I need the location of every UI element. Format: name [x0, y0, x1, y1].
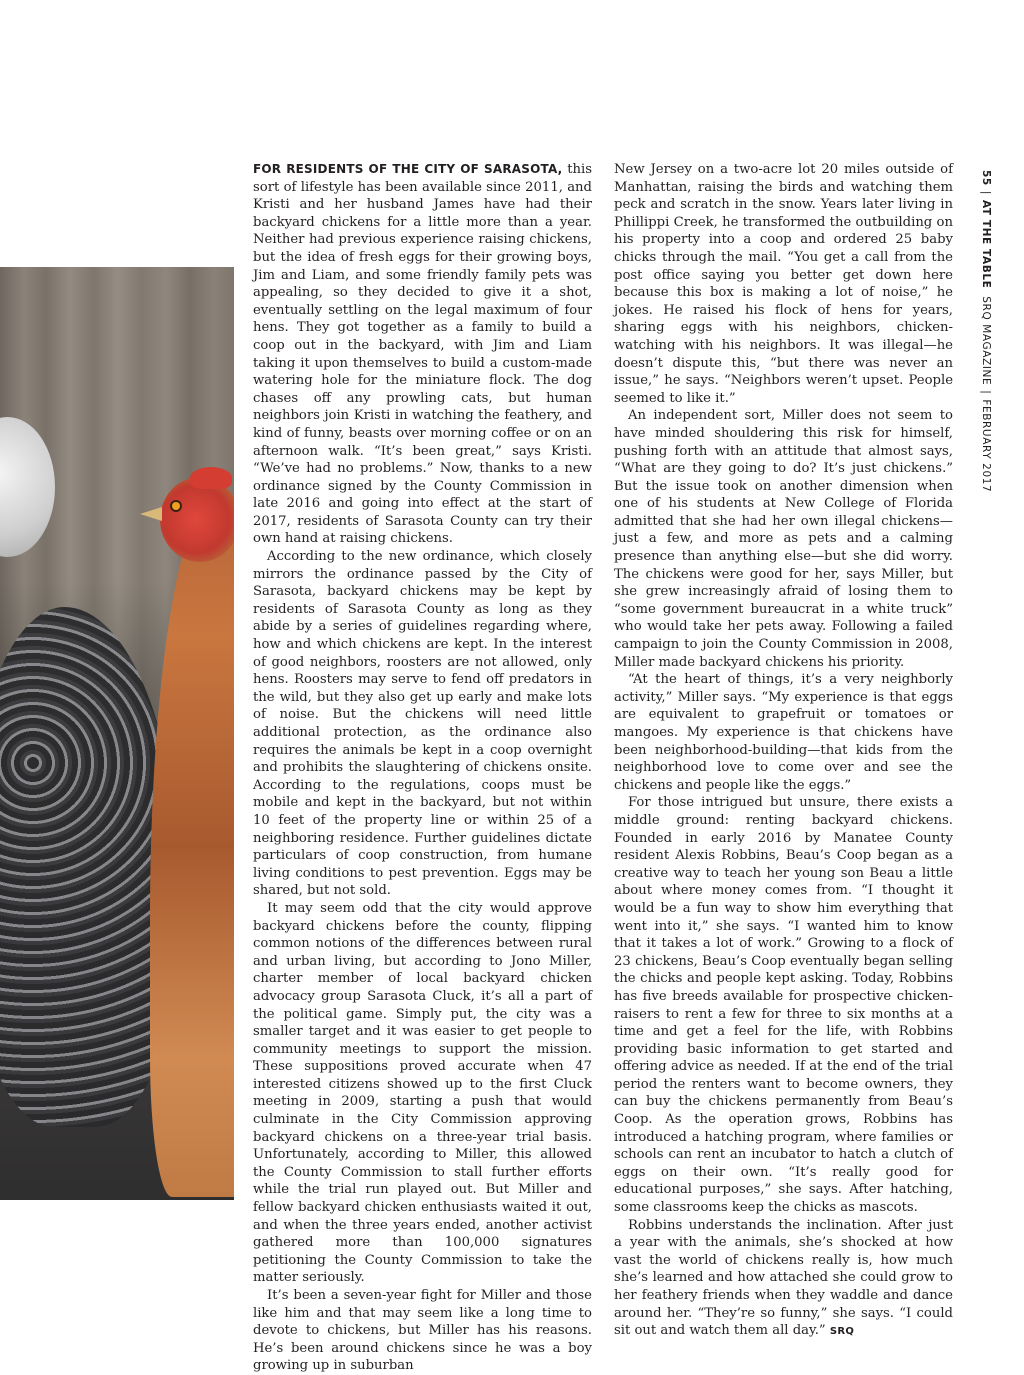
- white-chicken-shape: [0, 417, 55, 557]
- paragraph-text: Robbins understands the inclination. After just a year with the animals, she’s shocked at how vast the world of chickens really is, how much she’s learned and how attached she could grow to her feathery friends when they waddle and dance around her. “They’re so funny,” she says. “I could sit out and watch them all day.”: [614, 1217, 953, 1339]
- issue-date: FEBRUARY 2017: [980, 399, 992, 493]
- red-hen-comb-shape: [190, 467, 232, 489]
- magazine-name: SRQ MAGAZINE: [980, 296, 992, 386]
- folio-separator-2: |: [980, 390, 992, 395]
- paragraph: “At the heart of things, it’s a very neighborly activity,” Miller says. “My experience is that eggs are equivalent to grapefruit or tomatoes or mangoes. My experience is that chickens have been neighborhood-building—that kids from the neighborhood love to come over and see the chickens and people like the eggs.”: [614, 672, 953, 793]
- paragraph-text: this sort of lifestyle has been available since 2011, and Kristi and her husband James have had their backyard chickens for a little more than a year. Neither had previous experience raising chickens, but the idea of fresh eggs for their growing boys, Jim and Liam, and some friendly family pets was appealing, so they decided to give it a shot, eventually settling on the legal maximum of four hens. They got together as a family to build a coop out in the backyard, with Jim and Liam taking it upon themselves to build a custom-made watering hole for the miniature flock. The dog chases off any prowling cats, but human neighbors join Kristi in watching the feathery, and kind of funny, beasts over morning coffee or on an afternoon walk. “It’s been great,” says Kristi. “We’ve had no problems.” Now, thanks to a new ordinance signed by the County Commission in late 2016 and going into effect at the start of 2017, residents of Sarasota County can try their own hand at raising chickens.: [253, 162, 592, 547]
- paragraph: New Jersey on a two-acre lot 20 miles outside of Manhattan, raising the birds and watching them peck and scratch in the snow. Years later living in Phillippi Creek, he transformed the outbuilding on his property into a coop and ordered 25 baby chicks through the mail. “You get a call from the post office saying you better get down here because this box is making a lot of noise,” he jokes. He raised his flock of hens for years, sharing eggs with his neighbors, chicken-watching with his neighbors. It was illegal—he doesn’t dispute this, “but there was never an issue,” he says. “Neighbors weren’t upset. People seemed to like it.”: [614, 162, 953, 406]
- folio-line: [980, 170, 992, 492]
- paragraph: According to the new ordinance, which closely mirrors the ordinance passed by the City of Sarasota, backyard chickens may be kept by residents of Sarasota County as long as they abide by a series of guidelines regarding where, how and which chickens are kept. In the interest of good neighbors, roosters are not allowed, only hens. Roosters may serve to fend off predators in the wild, but they also get up early and make lots of noise. But the chickens will need little additional protection, as the ordinance also requires the animals be kept in a coop overnight and prohibits the slaughtering of chickens onsite. According to the regulations, coops must be mobile and kept in the backyard, but not within 10 feet of the property line or within 25 of a neighboring residence. Further guidelines dictate particulars of coop construction, from humane living conditions to pest prevention. Eggs may be shared, but not sold.: [253, 549, 592, 899]
- folio-separator: |: [980, 190, 992, 195]
- page-number: 55: [980, 170, 992, 186]
- red-hen-head-shape: [160, 477, 234, 562]
- chicken-photo: [0, 267, 234, 1200]
- red-hen-eye-shape: [172, 502, 180, 510]
- paragraph: An independent sort, Miller does not seem to have minded shouldering this risk for himself, pushing forth with an attitude that almost says, “What are they going to do? It’s just chickens.” But the issue took on another dimension when one of his students at New College of Florida admitted that she had her own illegal chickens—just a few, and more as pets and a calming presence than anything else—but she did worry. The chickens were good for her, says Miller, but she grew increasingly afraid of losing them to “some government bureaucrat in a white truck” who would take her pets away. Following a failed campaign to join the County Commission in 2008, Miller made backyard chickens his priority.: [614, 408, 953, 670]
- paragraph: [614, 1217, 953, 1341]
- article-left-column: [253, 161, 592, 1375]
- paragraph: It may seem odd that the city would approve backyard chickens before the county, flipping common notions of the differences between rural and urban living, but according to Jono Miller, charter member of local backyard chicken advocacy group Sarasota Cluck, it’s all a part of the political game. Simply put, the city was a smaller target and it was easier to get people to community meetings to support the mission. These suppositions proved accurate when 47 interested citizens showed up to the first Cluck meeting in 2009, starting a push that would culminate in the City Commission approving backyard chickens on a three-year trial basis. Unfortunately, according to Miller, this allowed the County Commission to stall further efforts while the trial run played out. But Miller and fellow backyard chicken enthusiasts waited it out, and when the three years ended, another activist gathered more than 100,000 signatures petitioning the County Commission to take the matter seriously.: [253, 900, 592, 1286]
- page-folio: [974, 170, 994, 493]
- paragraph: For those intrigued but unsure, there exists a middle ground: renting backyard chickens. Founded in early 2016 by Manatee County resident Alexis Robbins, Beau’s Coop began as a creative way to teach her young son Beau a little about where money comes from. “I thought it would be a fun way to show him everything that went into it,” she says. “I wanted him to know that it takes a lot of work.” Growing to a flock of 23 chickens, Beau’s Coop eventually began selling the chicks and people kept asking. Today, Robbins has five breeds available for prospective chicken-raisers to rent a few for three to six months at a time and get a feel for the life, with Robbins providing basic information to get started and offering advice as needed. If at the end of the trial period the renters want to become owners, they can buy the chickens permanently from Beau’s Coop. As the operation grows, Robbins has introduced a hatching program, where families or schools can rent an incubator to hatch a clutch of eggs on their own. “It’s really good for educational purposes,” she says. After hatching, some classrooms keep the chicks as mascots.: [614, 795, 953, 1216]
- paragraph: [253, 161, 592, 548]
- lead-in: FOR RESIDENTS OF THE CITY OF SARASOTA,: [253, 162, 563, 176]
- end-mark: SRQ: [829, 1326, 855, 1338]
- section-name: AT THE TABLE: [980, 199, 992, 289]
- article-right-column: [614, 161, 953, 1341]
- paragraph: It’s been a seven-year fight for Miller and those like him and that may seem like a long time to devote to chickens, but Miller has his reasons. He’s been around chickens since he was a boy growing up in suburban: [253, 1288, 592, 1374]
- red-hen-beak-shape: [140, 507, 162, 521]
